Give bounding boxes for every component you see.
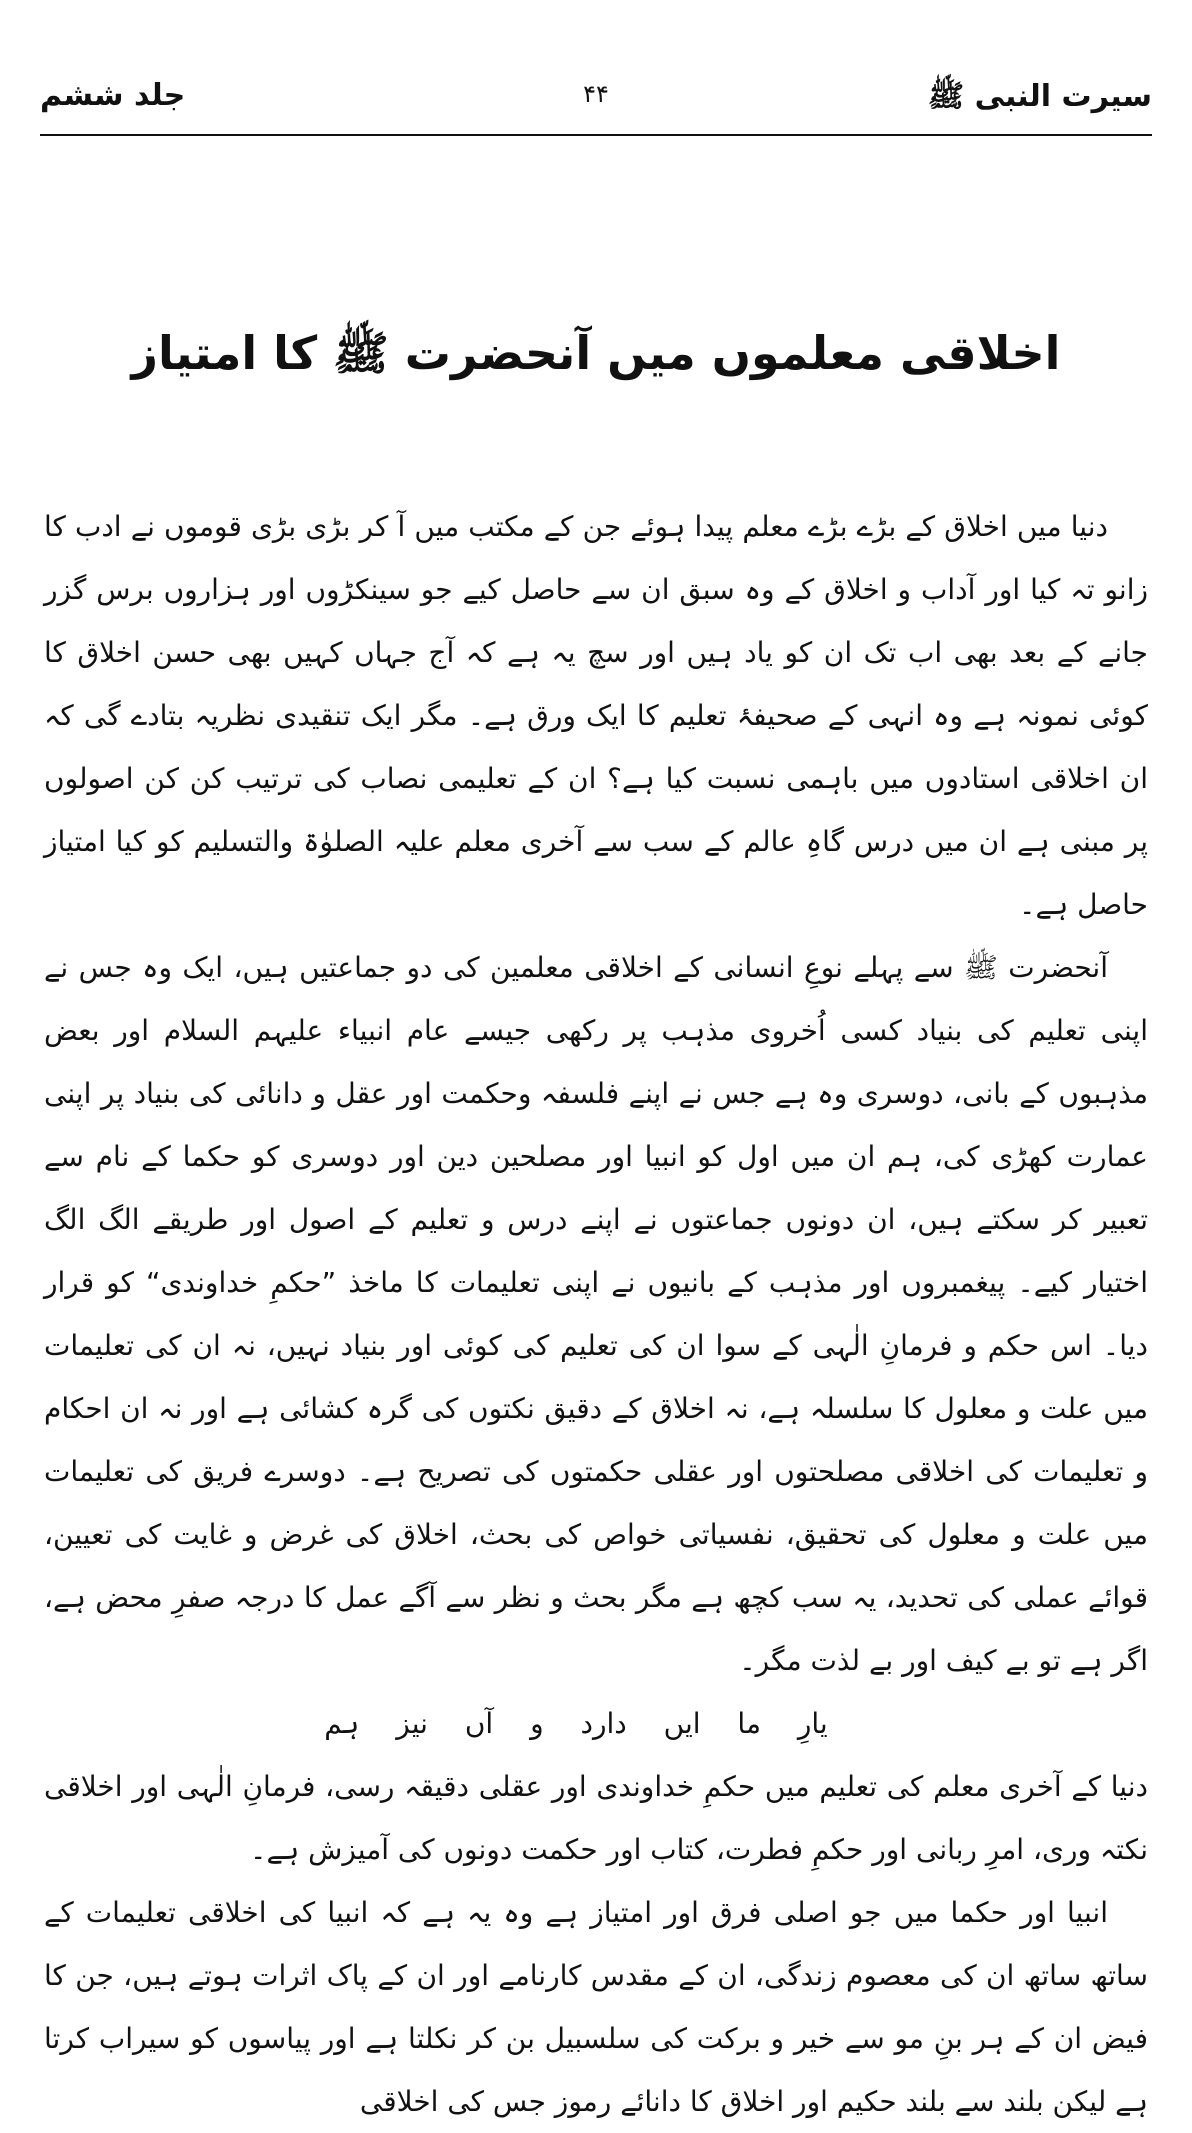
- page-number: ۴۴: [583, 80, 609, 108]
- paragraph-intro: دنیا میں اخلاق کے بڑے بڑے معلم پیدا ہوئے جن کے مکتب میں آ کر بڑی بڑی قوموں نے ادب کا زانو تہ کیا اور آداب و اخلاق کے وہ سبق ان سے حاصل کیے جو سینکڑوں اور ہزاروں برس گزر جانے کے بعد بھی اب تک ان کو یاد ہیں اور سچ یہ ہے کہ آج جہاں کہیں بھی حسن اخلاق کا کوئی نمونہ ہے وہ انہی کے صحیفۂ تعلیم کا ایک ورق ہے۔ مگر ایک تنقیدی نظریہ بتادے گی کہ ان اخلاقی استادوں میں باہمی نسبت کیا ہے؟ ان کے تعلیمی نصاب کی ترتیب کن کن اصولوں پر مبنی ہے ان میں درس گاہِ عالم کے سب سے آخری معلم علیہ الصلوٰۃ والتسلیم کو کیا امتیاز حاصل ہے۔: [44, 510, 1148, 921]
- paragraph-prophets-vs-philosophers: انبیا اور حکما میں جو اصلی فرق اور امتیاز ہے وہ یہ ہے کہ انبیا کی اخلاقی تعلیمات کے ساتھ ساتھ ان کی معصوم زندگی، ان کے مقدس کارنامے اور ان کے پاک اثرات ہوتے ہیں، جن کا فیض ان کے ہر بنِ مو سے خیر و برکت کی سلسبیل بن کر نکلتا ہے اور پیاسوں کو سیراب کرتا ہے لیکن بلند سے بلند حکیم اور اخلاق کا دانائے رموز جس کی اخلاقی: [44, 1896, 1148, 2118]
- paragraph-two-groups: آنحضرت ﷺ سے پہلے نوعِ انسانی کے اخلاقی معلمین کی دو جماعتیں ہیں، ایک وہ جس نے اپنی تعلیم کی بنیاد کسی اُخروی مذہب پر رکھی جیسے عام انبیاء علیہم السلام اور بعض مذہبوں کے بانی، دوسری وہ ہے جس نے اپنے فلسفہ وحکمت اور عقل و دانائی کی بنیاد پر اپنی عمارت کھڑی کی، ہم ان میں اول کو انبیا اور مصلحین دین اور دوسری کو حکما کے نام سے تعبیر کر سکتے ہیں، ان دونوں جماعتوں نے اپنے درس و تعلیم کے اصول اور طریقے الگ الگ اختیار کیے۔ پیغمبروں اور مذہب کے بانیوں نے اپنی تعلیمات کا ماخذ ”حکمِ خداوندی“ کو قرار دیا۔ اس حکم و فرمانِ الٰہی کے سوا ان کی تعلیم کی کوئی اور بنیاد نہیں، نہ ان کی تعلیمات میں علت و معلول کا سلسلہ ہے، نہ اخلاق کے دقیق نکتوں کی گرہ کشائی ہے اور نہ ان احکام و تعلیمات کی اخلاقی مصلحتوں اور عقلی حکمتوں کی تصریح ہے۔ دوسرے فریق کی تعلیمات میں علت و معلول کی تحقیق، نفسیاتی خواص کی بحث، اخلاق کی غرض و غایت کی تعیین، قوائے عملی کی تحدید، یہ سب کچھ ہے مگر بحث و نظر سے آگے عمل کا درجہ صفرِ محض ہے، اگر ہے تو بے کیف اور بے لذت مگر۔: [44, 951, 1148, 1677]
- volume-label: جلد ششم: [40, 78, 186, 113]
- body-text: [44, 495, 1148, 2133]
- book-title: سیرت النبی ﷺ: [927, 79, 1152, 114]
- paragraph-last-teacher: دنیا کے آخری معلم کی تعلیم میں حکمِ خداوندی اور عقلی دقیقہ رسی، فرمانِ الٰہی اور اخلاقی نکتہ وری، امرِ ربانی اور حکمِ فطرت، کتاب اور حکمت دونوں کی آمیزش ہے۔: [44, 1770, 1148, 1866]
- running-head: [40, 78, 1152, 130]
- header-rule: [40, 134, 1152, 136]
- chapter-title: اخلاقی معلموں میں آنحضرت ﷺ کا امتیاز: [131, 325, 1061, 380]
- persian-verse: یارِ ما ایں دارد و آں نیز ہم: [324, 1707, 828, 1740]
